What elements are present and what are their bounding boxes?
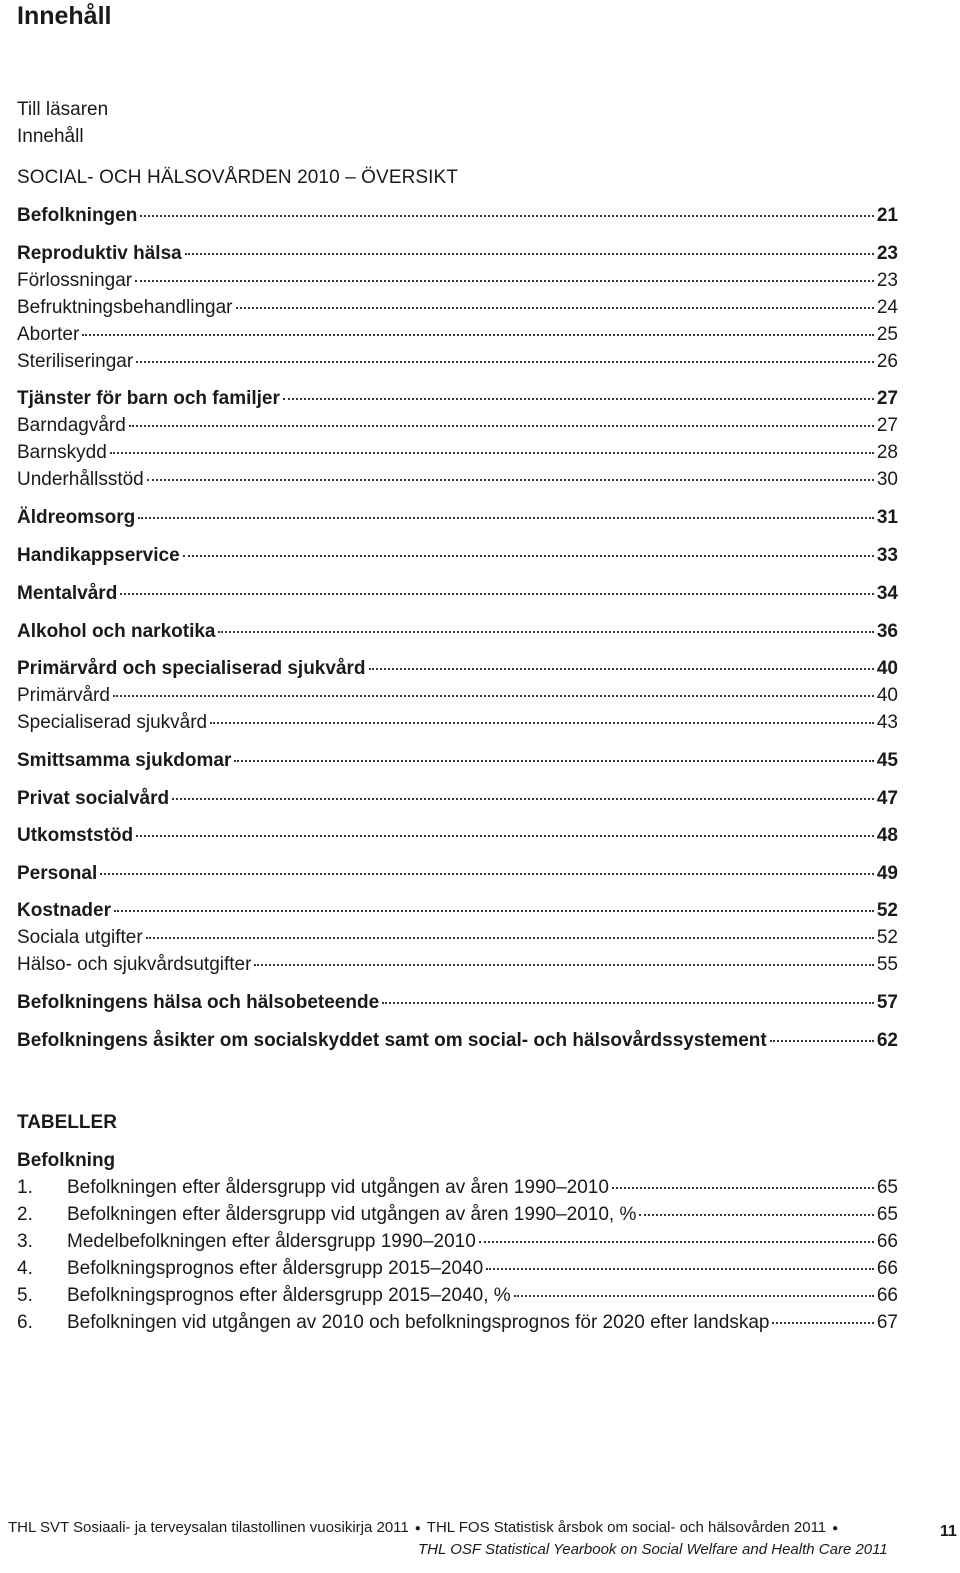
toc-entry-label: Befolkningen xyxy=(17,205,138,226)
toc-entry[interactable] xyxy=(17,621,898,643)
leader-dots xyxy=(283,398,874,400)
toc-entry[interactable] xyxy=(17,900,898,922)
table-entry-page: 67 xyxy=(876,1312,898,1333)
footer-fi: THL SVT Sosiaali- ja terveysalan tilastollinen vuosikirja 2011 xyxy=(8,1519,409,1536)
leader-dots xyxy=(185,253,874,255)
page-number: 11 xyxy=(940,1523,957,1540)
toc-entry-label: Aborter xyxy=(17,324,80,345)
toc-entry-label: Specialiserad sjukvård xyxy=(17,712,208,733)
toc-entry-page: 23 xyxy=(876,243,898,264)
toc-entry-label: Kostnader xyxy=(17,900,111,921)
leader-dots xyxy=(254,964,873,966)
toc-entry[interactable] xyxy=(17,351,898,373)
toc-entry[interactable] xyxy=(17,658,898,680)
toc-entry-page: 47 xyxy=(876,788,898,809)
leader-dots xyxy=(114,910,874,912)
toc-entry-label: Reproduktiv hälsa xyxy=(17,243,182,264)
leader-dots xyxy=(183,555,874,557)
toc-entry[interactable] xyxy=(17,1030,898,1052)
leader-dots xyxy=(218,631,873,633)
toc-entry-page: 57 xyxy=(876,992,898,1013)
toc-entry-page: 52 xyxy=(876,927,898,948)
table-entry-label: Befolkningen vid utgången av 2010 och befolkningsprognos för 2020 efter landskap xyxy=(67,1312,770,1333)
intro-item-contents[interactable]: Innehåll xyxy=(17,126,84,147)
toc-entry-page: 55 xyxy=(876,954,898,975)
leader-dots xyxy=(369,668,874,670)
toc-entry-page: 40 xyxy=(876,685,898,706)
toc-entry[interactable] xyxy=(17,712,898,734)
toc-entry-label: Smittsamma sjukdomar xyxy=(17,750,232,771)
toc-entry[interactable] xyxy=(17,507,898,529)
toc-entry-label: Mentalvård xyxy=(17,583,118,604)
bullet-separator: ● xyxy=(414,1522,421,1534)
leader-dots xyxy=(612,1187,874,1189)
toc-entry-page: 49 xyxy=(876,863,898,884)
leader-dots xyxy=(135,280,874,282)
toc-entry[interactable] xyxy=(17,863,898,885)
toc-entry-page: 62 xyxy=(876,1030,898,1051)
table-entry-page: 65 xyxy=(876,1177,898,1198)
toc-entry-page: 28 xyxy=(876,442,898,463)
leader-dots xyxy=(770,1040,874,1042)
toc-entry-page: 48 xyxy=(876,825,898,846)
table-entry[interactable] xyxy=(17,1258,898,1280)
leader-dots xyxy=(639,1214,873,1216)
leader-dots xyxy=(82,334,874,336)
footer-sv: THL FOS Statistisk årsbok om social- och hälsovården 2011 xyxy=(426,1519,827,1536)
leader-dots xyxy=(236,307,874,309)
toc-entry-label: Personal xyxy=(17,863,98,884)
toc-entry-label: Barndagvård xyxy=(17,415,126,436)
leader-dots xyxy=(129,425,874,427)
table-entry-number: 3. xyxy=(17,1231,33,1252)
toc-entry-page: 40 xyxy=(876,658,898,679)
leader-dots xyxy=(136,361,874,363)
page-title: Innehåll xyxy=(17,2,112,30)
leader-dots xyxy=(120,593,874,595)
table-entry[interactable] xyxy=(17,1312,898,1334)
footer-en: THL OSF Statistical Yearbook on Social Welfare and Health Care 2011 xyxy=(418,1541,888,1558)
toc-entry-label: Befolkningens hälsa och hälsobeteende xyxy=(17,992,380,1013)
table-entry-label: Befolkningen efter åldersgrupp vid utgången av åren 1990–2010 xyxy=(67,1177,609,1198)
table-entry-page: 66 xyxy=(876,1231,898,1252)
leader-dots xyxy=(772,1322,873,1324)
bullet-separator: ● xyxy=(832,1522,839,1534)
table-entry-number: 5. xyxy=(17,1285,33,1306)
toc-entry-label: Underhållsstöd xyxy=(17,469,144,490)
table-entry-page: 66 xyxy=(876,1285,898,1306)
leader-dots xyxy=(486,1268,874,1270)
table-entry-label: Medelbefolkningen efter åldersgrupp 1990–2010 xyxy=(67,1231,476,1252)
table-entry[interactable] xyxy=(17,1204,898,1226)
leader-dots xyxy=(479,1241,874,1243)
toc-entry[interactable] xyxy=(17,270,898,292)
toc-entry[interactable] xyxy=(17,324,898,346)
leader-dots xyxy=(100,873,874,875)
leader-dots xyxy=(138,517,874,519)
toc-entry-label: Utkomststöd xyxy=(17,825,134,846)
toc-entry-page: 43 xyxy=(876,712,898,733)
leader-dots xyxy=(210,722,874,724)
toc-entry-label: Barnskydd xyxy=(17,442,107,463)
table-entry-number: 2. xyxy=(17,1204,33,1225)
table-entry-page: 66 xyxy=(876,1258,898,1279)
leader-dots xyxy=(110,452,874,454)
toc-entry-page: 27 xyxy=(876,388,898,409)
leader-dots xyxy=(113,695,874,697)
leader-dots xyxy=(147,479,874,481)
toc-entry[interactable] xyxy=(17,788,898,810)
section-heading: SOCIAL- OCH HÄLSOVÅRDEN 2010 – ÖVERSIKT xyxy=(17,167,459,188)
leader-dots xyxy=(146,937,874,939)
toc-entry-label: Alkohol och narkotika xyxy=(17,621,216,642)
toc-entry-page: 30 xyxy=(876,469,898,490)
toc-entry[interactable] xyxy=(17,297,898,319)
toc-entry-label: Primärvård och specialiserad sjukvård xyxy=(17,658,366,679)
toc-entry-page: 52 xyxy=(876,900,898,921)
toc-entry-label: Handikappservice xyxy=(17,545,180,566)
toc-entry[interactable] xyxy=(17,415,898,437)
toc-entry-page: 33 xyxy=(876,545,898,566)
footer-line-1 xyxy=(8,1519,844,1536)
toc-entry[interactable] xyxy=(17,954,898,976)
toc-entry-page: 23 xyxy=(876,270,898,291)
toc-entry[interactable] xyxy=(17,750,898,772)
toc-entry[interactable] xyxy=(17,927,898,949)
leader-dots xyxy=(172,798,874,800)
table-entry-number: 1. xyxy=(17,1177,33,1198)
toc-entry-label: Steriliseringar xyxy=(17,351,134,372)
toc-entry[interactable] xyxy=(17,583,898,605)
toc-entry[interactable] xyxy=(17,205,898,227)
toc-entry-page: 26 xyxy=(876,351,898,372)
table-entry[interactable] xyxy=(17,1285,898,1307)
toc-entry-label: Hälso- och sjukvårdsutgifter xyxy=(17,954,252,975)
toc-entry-page: 31 xyxy=(876,507,898,528)
table-entry-number: 6. xyxy=(17,1312,33,1333)
toc-entry-label: Primärvård xyxy=(17,685,110,706)
toc-entry-page: 45 xyxy=(876,750,898,771)
toc-entry-label: Tjänster för barn och familjer xyxy=(17,388,280,409)
toc-entry-label: Förlossningar xyxy=(17,270,133,291)
toc-entry-page: 36 xyxy=(876,621,898,642)
toc-entry-page: 21 xyxy=(876,205,898,226)
table-entry-label: Befolkningsprognos efter åldersgrupp 2015–2040, % xyxy=(67,1285,511,1306)
leader-dots xyxy=(234,760,874,762)
leader-dots xyxy=(382,1002,874,1004)
toc-entry-page: 34 xyxy=(876,583,898,604)
tables-subheading: Befolkning xyxy=(17,1150,116,1171)
table-entry-page: 65 xyxy=(876,1204,898,1225)
toc-entry[interactable] xyxy=(17,825,898,847)
table-entry-number: 4. xyxy=(17,1258,33,1279)
table-entry[interactable] xyxy=(17,1177,898,1199)
leader-dots xyxy=(514,1295,874,1297)
toc-entry-page: 24 xyxy=(876,297,898,318)
tables-heading: TABELLER xyxy=(17,1112,117,1133)
toc-entry-page: 27 xyxy=(876,415,898,436)
table-entry-label: Befolkningen efter åldersgrupp vid utgången av åren 1990–2010, % xyxy=(67,1204,637,1225)
leader-dots xyxy=(140,215,874,217)
toc-entry-label: Befruktningsbehandlingar xyxy=(17,297,233,318)
toc-entry-label: Sociala utgifter xyxy=(17,927,143,948)
toc-entry[interactable] xyxy=(17,545,898,567)
table-entry-label: Befolkningsprognos efter åldersgrupp 2015–2040 xyxy=(67,1258,484,1279)
toc-entry[interactable] xyxy=(17,992,898,1014)
toc-entry-page: 25 xyxy=(876,324,898,345)
intro-item-to-reader[interactable]: Till läsaren xyxy=(17,99,109,120)
toc-entry-label: Befolkningens åsikter om socialskyddet samt om social- och hälsovårdssystement xyxy=(17,1030,767,1051)
toc-entry[interactable] xyxy=(17,469,898,491)
toc-entry-label: Privat socialvård xyxy=(17,788,170,809)
toc-entry[interactable] xyxy=(17,388,898,410)
table-entry[interactable] xyxy=(17,1231,898,1253)
toc-entry-label: Äldreomsorg xyxy=(17,507,136,528)
leader-dots xyxy=(136,835,874,837)
toc-entry[interactable] xyxy=(17,243,898,265)
toc-entry[interactable] xyxy=(17,442,898,464)
toc-entry[interactable] xyxy=(17,685,898,707)
